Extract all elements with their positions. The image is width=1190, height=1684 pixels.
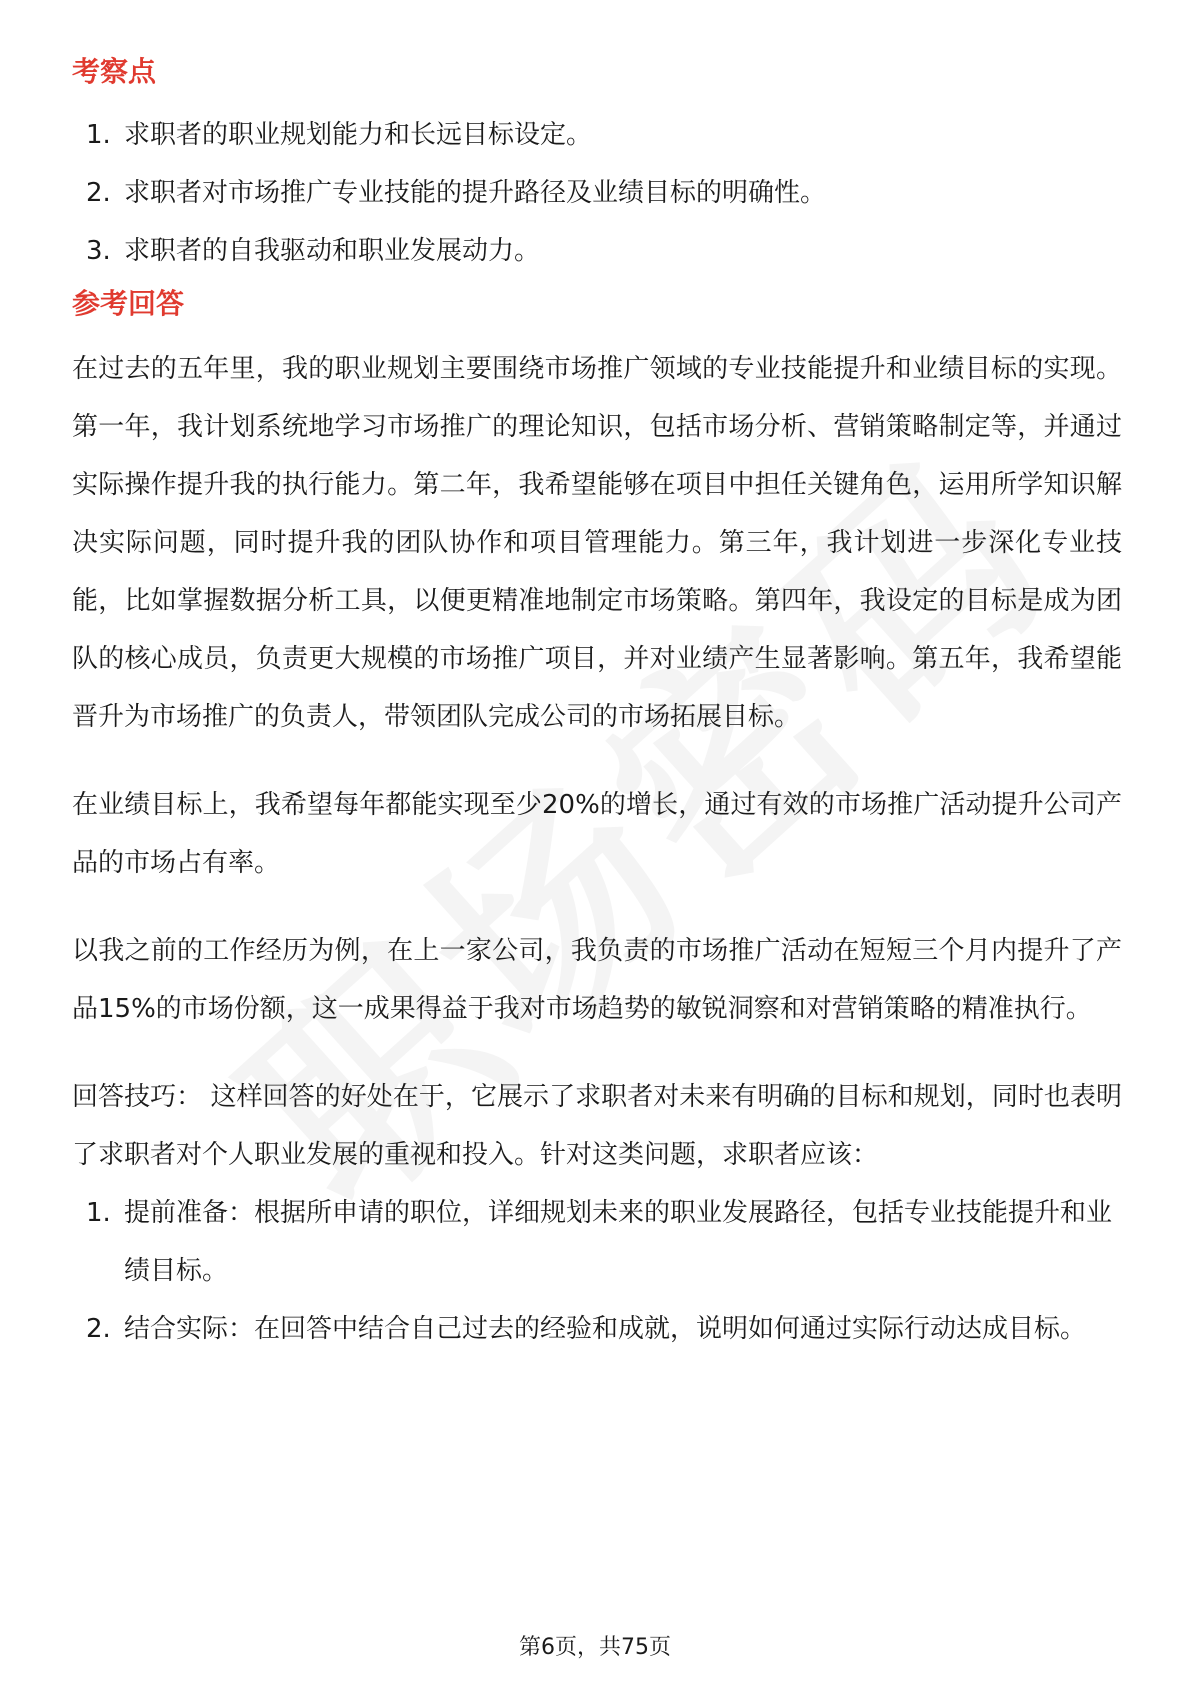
list-item-text: 结合实际：在回答中结合自己过去的经验和成就，说明如何通过实际行动达成目标。: [124, 1314, 1087, 1344]
list-number: 1.: [86, 120, 111, 150]
answer-paragraph-3: 以我之前的工作经历为例，在上一家公司，我负责的市场推广活动在短短三个月内提升了产品15%的市场份额，这一成果得益于我对市场趋势的敏锐洞察和对营销策略的精准执行。: [72, 936, 1122, 1024]
answer-tips-list: [72, 1184, 1122, 1358]
answer-paragraph-2: 在业绩目标上，我希望每年都能实现至少20%的增长，通过有效的市场推广活动提升公司产品的市场占有率。: [72, 790, 1122, 878]
list-number: 3.: [86, 236, 111, 266]
list-item-text: 提前准备：根据所申请的职位，详细规划未来的职业发展路径，包括专业技能提升和业绩目标。: [124, 1198, 1113, 1286]
list-item: [72, 164, 1122, 222]
list-item-text: 求职者的自我驱动和职业发展动力。: [124, 236, 541, 266]
list-item: [72, 222, 1122, 280]
page-number-footer: 第6页，共75页: [519, 1635, 671, 1660]
list-item: [72, 1300, 1122, 1358]
page-content: [72, 48, 1122, 1358]
list-number: 2.: [86, 1314, 111, 1344]
section-title-exam-points: 考察点: [72, 55, 157, 88]
exam-points-list: [72, 106, 1122, 280]
list-item: [72, 1184, 1122, 1300]
answer-paragraph-1: 在过去的五年里，我的职业规划主要围绕市场推广领域的专业技能提升和业绩目标的实现。第一年，我计划系统地学习市场推广的理论知识，包括市场分析、营销策略制定等，并通过实际操作提升我的执行能力。第二年，我希望能够在项目中担任关键角色，运用所学知识解决实际问题，同时提升我的团队协作和项目管理能力。第三年，我计划进一步深化专业技能，比如掌握数据分析工具，以便更精准地制定市场策略。第四年，我设定的目标是成为团队的核心成员，负责更大规模的市场推广项目，并对业绩产生显著影响。第五年，我希望能晋升为市场推广的负责人，带领团队完成公司的市场拓展目标。: [72, 354, 1122, 732]
list-item: [72, 106, 1122, 164]
section-title-reference-answer: 参考回答: [72, 287, 185, 320]
list-item-text: 求职者对市场推广专业技能的提升路径及业绩目标的明确性。: [124, 178, 827, 208]
list-item-text: 求职者的职业规划能力和长远目标设定。: [124, 120, 593, 150]
answer-tips-paragraph: 回答技巧： 这样回答的好处在于，它展示了求职者对未来有明确的目标和规划，同时也表明了求职者对个人职业发展的重视和投入。针对这类问题，求职者应该：: [72, 1082, 1122, 1170]
list-number: 2.: [86, 178, 111, 208]
list-number: 1.: [86, 1198, 111, 1228]
